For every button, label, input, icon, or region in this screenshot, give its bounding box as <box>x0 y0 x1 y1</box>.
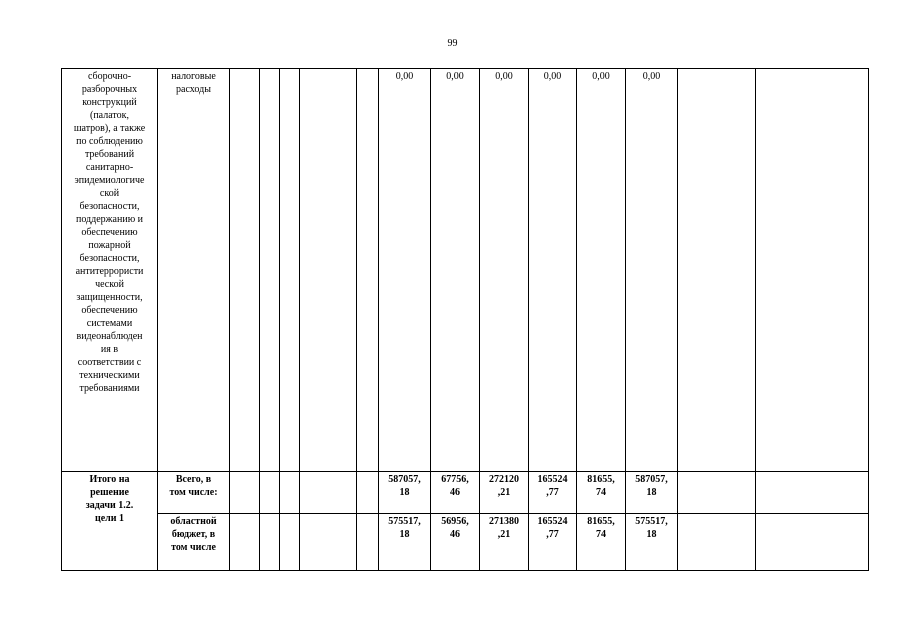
total-label-cell: Итого на решение задачи 1.2. цели 1 <box>62 472 158 571</box>
empty-cell <box>280 472 300 514</box>
value-cell: 0,00 <box>379 69 431 472</box>
page-number: 99 <box>447 38 458 49</box>
empty-cell <box>357 472 379 514</box>
value-cell: 81655, 74 <box>577 472 626 514</box>
value-cell: 0,00 <box>431 69 480 472</box>
budget-table <box>61 68 869 571</box>
empty-cell <box>357 514 379 571</box>
funding-source-cell: Всего, в том числе: <box>158 472 230 514</box>
table-row <box>62 472 869 514</box>
table-row <box>62 514 869 571</box>
empty-cell <box>300 472 357 514</box>
empty-cell <box>678 69 756 472</box>
value-cell: 67756, 46 <box>431 472 480 514</box>
value-cell: 272120 ,21 <box>480 472 529 514</box>
empty-cell <box>678 514 756 571</box>
empty-cell <box>230 472 260 514</box>
empty-cell <box>756 514 869 571</box>
value-cell: 575517, 18 <box>379 514 431 571</box>
empty-cell <box>300 69 357 472</box>
value-cell: 0,00 <box>480 69 529 472</box>
empty-cell <box>678 472 756 514</box>
value-cell: 0,00 <box>529 69 577 472</box>
empty-cell <box>357 69 379 472</box>
value-cell: 165524 ,77 <box>529 514 577 571</box>
funding-source-cell: налоговые расходы <box>158 69 230 472</box>
value-cell: 587057, 18 <box>626 472 678 514</box>
value-cell: 575517, 18 <box>626 514 678 571</box>
empty-cell <box>230 69 260 472</box>
empty-cell <box>260 514 280 571</box>
empty-cell <box>280 514 300 571</box>
funding-source-cell: областной бюджет, в том числе <box>158 514 230 571</box>
table-row <box>62 69 869 472</box>
empty-cell <box>230 514 260 571</box>
value-cell: 587057, 18 <box>379 472 431 514</box>
empty-cell <box>756 69 869 472</box>
event-name-cell: сборочно- разборочных конструкций (палаток, шатров), а также по соблюдению требований санитарно- эпидемиологиче ской безопасности, поддержанию и обеспечению пожарной безопасности, антитеррористи ческой защищенности, обеспечению системами видеонаблюден ия в соответствии с техническими требованиями <box>62 69 158 472</box>
value-cell: 165524 ,77 <box>529 472 577 514</box>
empty-cell <box>260 69 280 472</box>
value-cell: 81655, 74 <box>577 514 626 571</box>
empty-cell <box>300 514 357 571</box>
empty-cell <box>756 472 869 514</box>
empty-cell <box>260 472 280 514</box>
empty-cell <box>280 69 300 472</box>
value-cell: 56956, 46 <box>431 514 480 571</box>
value-cell: 271380 ,21 <box>480 514 529 571</box>
value-cell: 0,00 <box>577 69 626 472</box>
value-cell: 0,00 <box>626 69 678 472</box>
